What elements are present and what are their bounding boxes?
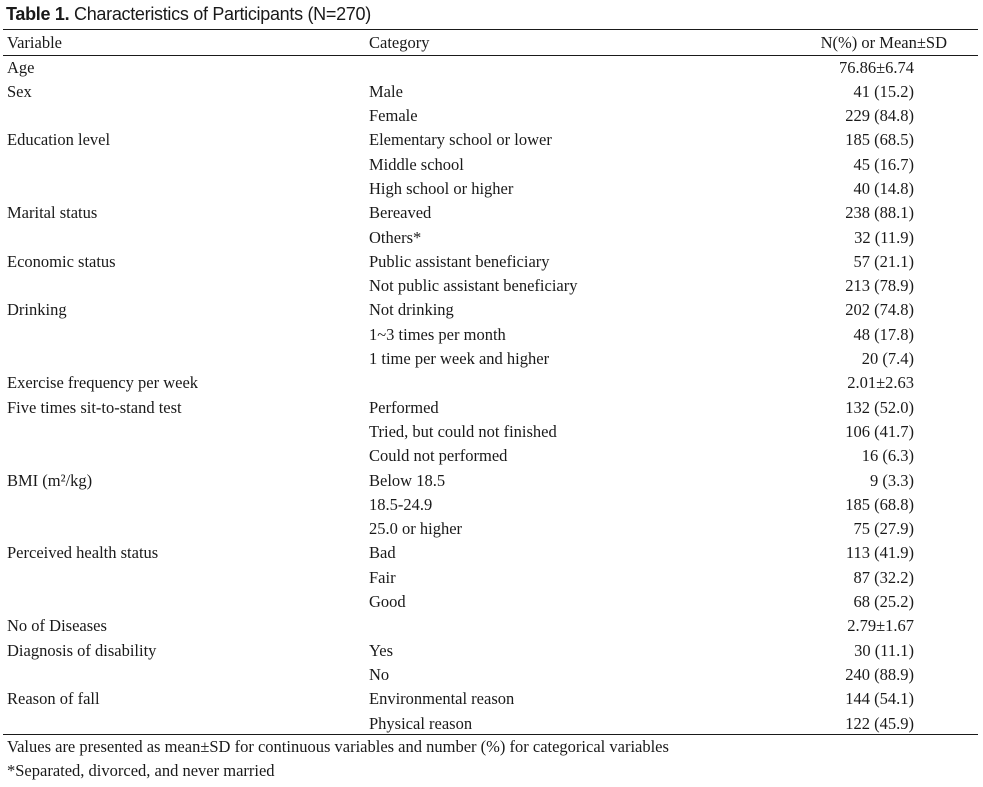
footnote-others: *Separated, divorced, and never married bbox=[7, 761, 275, 780]
variable-cell: Perceived health status bbox=[7, 543, 159, 563]
table-header-row bbox=[0, 30, 983, 55]
variable-cell: Drinking bbox=[7, 300, 67, 320]
value-cell: 41 (15.2) bbox=[853, 81, 914, 101]
category-cell: 1~3 times per month bbox=[369, 324, 506, 344]
category-cell: Middle school bbox=[369, 154, 464, 174]
table-row bbox=[0, 541, 983, 565]
category-cell: Bad bbox=[369, 543, 396, 563]
table-row bbox=[0, 201, 983, 225]
category-cell: Bereaved bbox=[369, 203, 432, 223]
table-caption-label: Table 1. bbox=[6, 4, 70, 24]
category-cell: Tried, but could not finished bbox=[369, 421, 557, 441]
value-cell: 132 (52.0) bbox=[845, 397, 914, 417]
table-row bbox=[0, 323, 983, 347]
table-row bbox=[0, 712, 983, 736]
value-cell: 30 (11.1) bbox=[854, 640, 914, 660]
value-cell: 229 (84.8) bbox=[845, 106, 914, 126]
value-cell: 185 (68.5) bbox=[845, 130, 914, 150]
category-cell: Public assistant beneficiary bbox=[369, 251, 550, 271]
category-cell: Physical reason bbox=[369, 713, 473, 733]
characteristics-table bbox=[0, 30, 983, 736]
value-cell: 185 (68.8) bbox=[845, 494, 914, 514]
table-row bbox=[0, 226, 983, 250]
table-row bbox=[0, 566, 983, 590]
table-footnotes bbox=[7, 735, 669, 783]
table-row bbox=[0, 493, 983, 517]
category-cell: Male bbox=[369, 81, 403, 101]
table-row bbox=[0, 56, 983, 80]
table-row bbox=[0, 663, 983, 687]
category-cell: Fair bbox=[369, 567, 396, 587]
table-row bbox=[0, 177, 983, 201]
column-header-value: N(%) or Mean±SD bbox=[820, 33, 947, 52]
table-row bbox=[0, 104, 983, 128]
table-row bbox=[0, 517, 983, 541]
variable-cell: Five times sit-to-stand test bbox=[7, 397, 182, 417]
value-cell: 45 (16.7) bbox=[853, 154, 914, 174]
column-header-category: Category bbox=[369, 33, 430, 52]
value-cell: 106 (41.7) bbox=[845, 421, 914, 441]
variable-cell: No of Diseases bbox=[7, 616, 107, 636]
value-cell: 32 (11.9) bbox=[854, 227, 914, 247]
category-cell: 18.5-24.9 bbox=[369, 494, 433, 514]
value-cell: 87 (32.2) bbox=[853, 567, 914, 587]
category-cell: Female bbox=[369, 106, 418, 126]
value-cell: 113 (41.9) bbox=[845, 543, 914, 563]
value-cell: 240 (88.9) bbox=[845, 664, 914, 684]
table-caption bbox=[6, 2, 371, 26]
value-cell: 48 (17.8) bbox=[853, 324, 914, 344]
value-cell: 16 (6.3) bbox=[861, 446, 914, 466]
category-cell: Elementary school or lower bbox=[369, 130, 552, 150]
category-cell: No bbox=[369, 664, 390, 684]
table-row bbox=[0, 298, 983, 322]
table-caption-title: Characteristics of Participants (N=270) bbox=[74, 4, 371, 24]
category-cell: Not drinking bbox=[369, 300, 454, 320]
value-cell: 9 (3.3) bbox=[870, 470, 914, 490]
category-cell: Performed bbox=[369, 397, 439, 417]
column-header-variable: Variable bbox=[7, 33, 62, 52]
table-row bbox=[0, 153, 983, 177]
table-row bbox=[0, 128, 983, 152]
table-row bbox=[0, 444, 983, 468]
table-row bbox=[0, 347, 983, 371]
value-cell: 57 (21.1) bbox=[853, 251, 914, 271]
value-cell: 2.79±1.67 bbox=[847, 616, 914, 636]
value-cell: 122 (45.9) bbox=[845, 713, 914, 733]
category-cell: Good bbox=[369, 592, 406, 612]
table-row bbox=[0, 371, 983, 395]
category-cell: Not public assistant beneficiary bbox=[369, 276, 578, 296]
value-cell: 238 (88.1) bbox=[845, 203, 914, 223]
variable-cell: Exercise frequency per week bbox=[7, 373, 199, 393]
table-row bbox=[0, 80, 983, 104]
table-row bbox=[0, 639, 983, 663]
category-cell: Others* bbox=[369, 227, 422, 247]
table-row bbox=[0, 687, 983, 711]
value-cell: 213 (78.9) bbox=[845, 276, 914, 296]
table-row bbox=[0, 590, 983, 614]
variable-cell: Economic status bbox=[7, 251, 116, 271]
category-cell: Yes bbox=[369, 640, 394, 660]
category-cell: 25.0 or higher bbox=[369, 519, 463, 539]
category-cell: 1 time per week and higher bbox=[369, 349, 550, 369]
value-cell: 76.86±6.74 bbox=[838, 57, 914, 77]
table-body bbox=[0, 56, 983, 736]
table-row bbox=[0, 250, 983, 274]
value-cell: 75 (27.9) bbox=[853, 519, 914, 539]
table-row bbox=[0, 420, 983, 444]
value-cell: 40 (14.8) bbox=[853, 178, 914, 198]
variable-cell: Education level bbox=[7, 130, 111, 150]
table-row bbox=[0, 396, 983, 420]
table-row bbox=[0, 274, 983, 298]
value-cell: 2.01±2.63 bbox=[847, 373, 914, 393]
value-cell: 68 (25.2) bbox=[853, 592, 914, 612]
variable-cell: Marital status bbox=[7, 203, 98, 223]
variable-cell: Sex bbox=[7, 81, 32, 101]
category-cell: High school or higher bbox=[369, 178, 514, 198]
table-row bbox=[0, 614, 983, 638]
variable-cell: Diagnosis of disability bbox=[7, 640, 157, 660]
variable-cell: Reason of fall bbox=[7, 689, 100, 709]
variable-cell: BMI (m²/kg) bbox=[7, 470, 93, 490]
value-cell: 144 (54.1) bbox=[845, 689, 914, 709]
value-cell: 20 (7.4) bbox=[861, 349, 914, 369]
variable-cell: Age bbox=[7, 57, 35, 77]
category-cell: Could not performed bbox=[369, 446, 508, 466]
footnote-values: Values are presented as mean±SD for continuous variables and number (%) for categorical variables bbox=[7, 737, 669, 756]
value-cell: 202 (74.8) bbox=[845, 300, 914, 320]
category-cell: Environmental reason bbox=[369, 689, 515, 709]
table-row bbox=[0, 469, 983, 493]
category-cell: Below 18.5 bbox=[369, 470, 446, 490]
